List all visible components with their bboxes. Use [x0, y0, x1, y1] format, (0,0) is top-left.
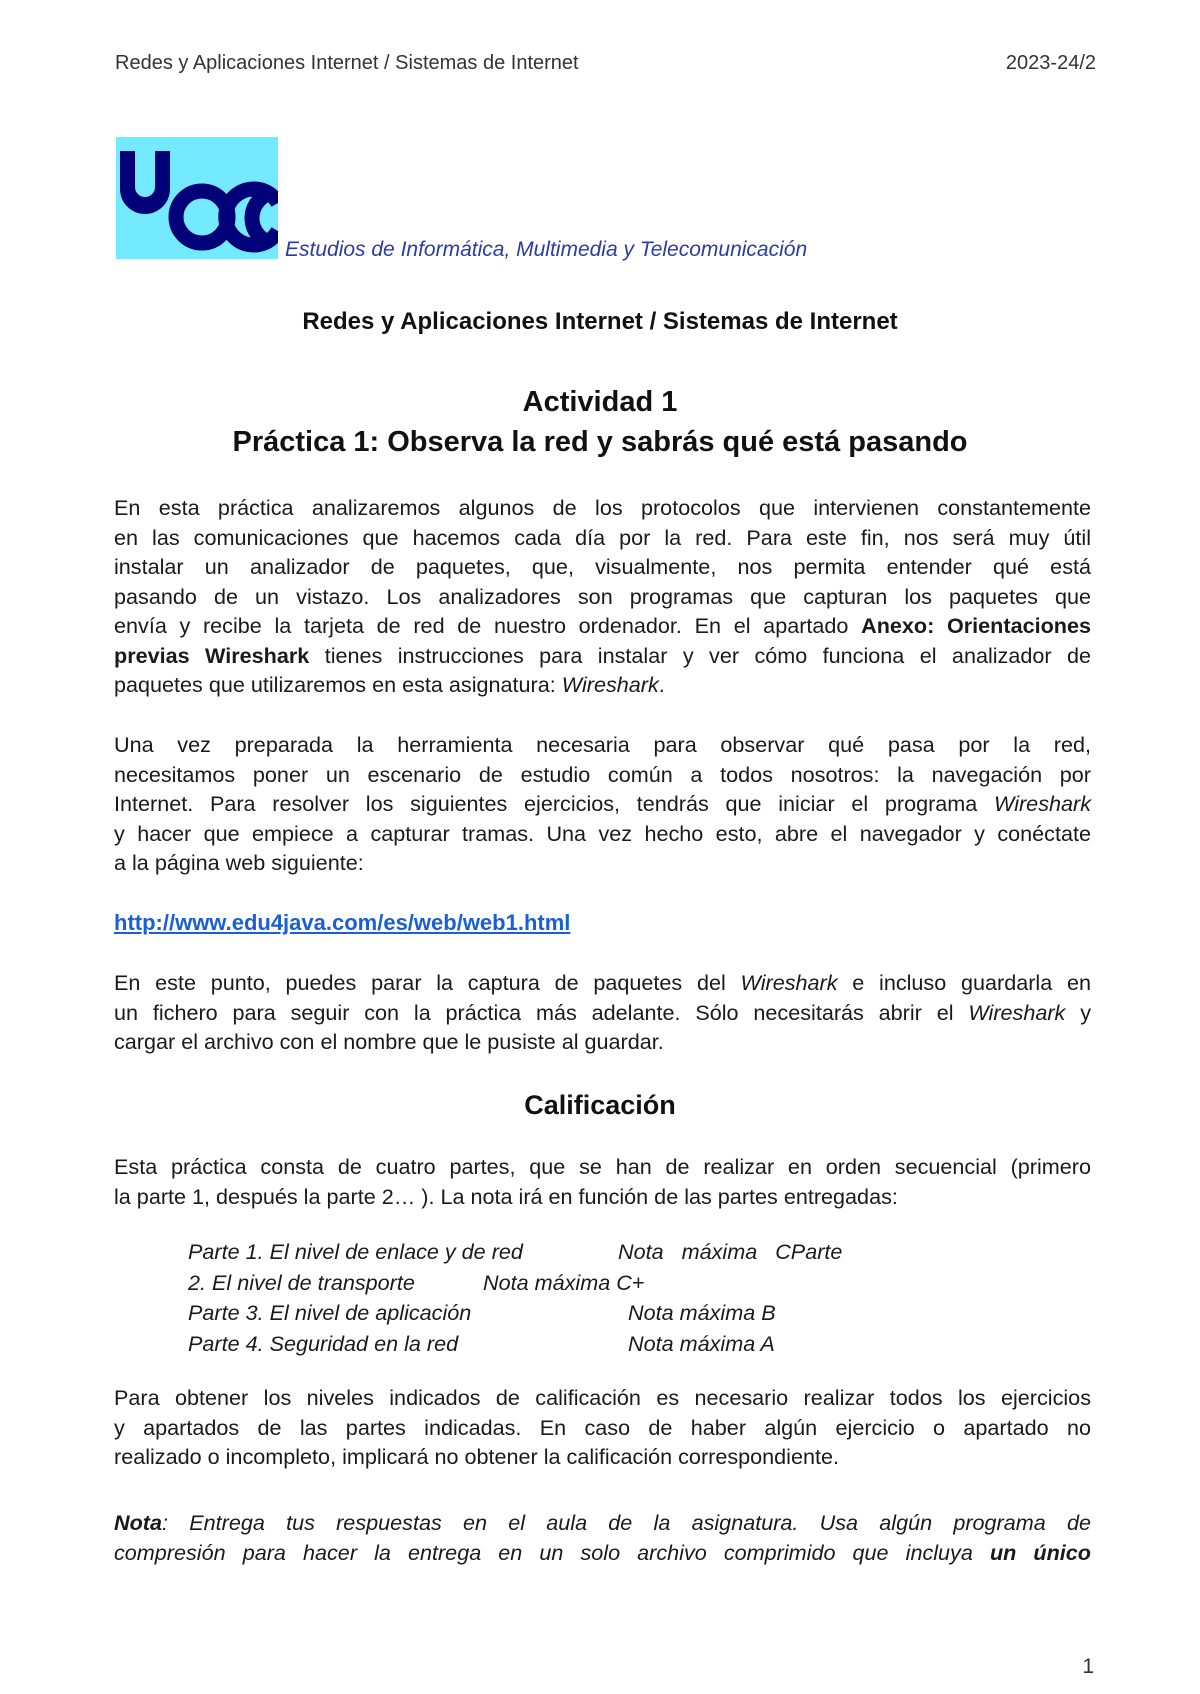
text-line: Para obtener los niveles indicados de calificación es necesario realizar todos los ejercicios	[114, 1385, 1091, 1410]
department-name: Estudios de Informática, Multimedia y Telecomunicación	[285, 238, 808, 261]
text-line	[114, 611, 1091, 641]
grade-part: Parte 1. El nivel de enlace y de red	[188, 1239, 523, 1264]
text-line: la parte 1, después la parte 2… ). La nota irá en función de las partes entregadas:	[114, 1183, 898, 1209]
text-line	[114, 670, 1091, 700]
requirements-paragraph	[114, 1383, 1091, 1472]
wireshark-term: Wireshark	[994, 791, 1091, 816]
practice-title: Práctica 1: Observa la red y sabrás qué está pasando	[232, 426, 968, 458]
text-line: Una vez preparada la herramienta necesaria para observar qué pasa por la red,	[114, 732, 1091, 757]
uoc-logo	[116, 137, 278, 259]
grade-part: Parte 4. Seguridad en la red	[188, 1330, 459, 1356]
text-line	[114, 1538, 1091, 1568]
annex-reference: Anexo: Orientaciones	[861, 613, 1091, 638]
text-line: En esta práctica analizaremos algunos de los protocolos que intervienen constantemente	[114, 495, 1091, 520]
grade-part: 2. El nivel de transporte	[188, 1269, 415, 1295]
text-span: Internet. Para resolver los siguientes ejercicios, tendrás que iniciar el programa	[114, 791, 994, 816]
grade-value: Nota máxima CParte	[618, 1239, 843, 1264]
grade-part: Parte 3. El nivel de aplicación	[188, 1300, 472, 1325]
running-header-term: 2023-24/2	[1005, 52, 1096, 74]
text-line	[114, 641, 1091, 671]
text-span: .	[658, 672, 665, 697]
text-line: pasando de un vistazo. Los analizadores son programas que capturan los paquetes que	[114, 583, 1091, 609]
text-span: e incluso guardarla en	[837, 970, 1091, 995]
uoc-logo-mark	[116, 137, 278, 259]
text-line: y apartados de las partes indicadas. En caso de haber algún ejercicio o apartado no	[114, 1414, 1091, 1440]
text-span: tienes instrucciones para instalar y ver cómo funciona el analizador de	[309, 642, 1092, 668]
text-line	[114, 1508, 1091, 1538]
text-span: y	[1065, 999, 1091, 1025]
grading-paragraph	[114, 1152, 1091, 1211]
scenario-paragraph	[114, 730, 1091, 878]
target-web-link[interactable]: http://www.edu4java.com/es/web/web1.html	[114, 910, 571, 935]
text-line	[114, 789, 1091, 819]
grade-value: Nota máxima B	[628, 1300, 776, 1325]
text-line: necesitamos poner un escenario de estudio común a todos nosotros: la navegación por	[114, 761, 1091, 787]
text-line	[114, 968, 1091, 998]
wireshark-term: Wireshark	[740, 970, 838, 995]
activity-title	[0, 382, 1200, 462]
text-span: En este punto, puedes parar la captura de paquetes del	[114, 970, 741, 995]
activity-number: Actividad 1	[522, 386, 678, 418]
text-line: realizado o incompleto, implicará no obtener la calificación correspondiente.	[114, 1444, 839, 1469]
grade-row	[188, 1268, 842, 1299]
running-header-title: Redes y Aplicaciones Internet / Sistemas de Internet	[115, 52, 579, 74]
text-line: instalar un analizador de paquetes, que, visualmente, nos permita entender qué está	[114, 554, 1091, 579]
grade-value: Nota máxima C+	[483, 1269, 645, 1295]
text-line: y hacer que empiece a capturar tramas. Una vez hecho esto, abre el navegador y conéctate	[114, 820, 1091, 846]
emphasis: un único	[989, 1540, 1091, 1565]
text-line	[114, 998, 1091, 1028]
text-line: Esta práctica consta de cuatro partes, que se han de realizar en orden secuencial (primero	[114, 1154, 1091, 1179]
text-span: : Entrega tus respuestas en el aula de la asignatura. Usa algún programa de	[162, 1510, 1091, 1535]
text-span: envía y recibe la tarjeta de red de nuestro ordenador. En el apartado	[114, 613, 862, 638]
section-heading-grading: Calificación	[524, 1090, 676, 1120]
text-span: un fichero para seguir con la práctica más adelante. Sólo necesitarás abrir el	[114, 999, 969, 1025]
wireshark-term: Wireshark	[561, 672, 659, 697]
grade-value: Nota máxima A	[628, 1330, 775, 1356]
grades-list	[188, 1237, 842, 1359]
note-label: Nota	[114, 1510, 162, 1535]
wireshark-term: Wireshark	[968, 999, 1066, 1025]
submission-note	[114, 1508, 1091, 1568]
grade-row	[188, 1237, 842, 1268]
text-line: a la página web siguiente:	[114, 850, 364, 875]
text-line: cargar el archivo con el nombre que le pusiste al guardar.	[114, 1029, 664, 1054]
text-span: compresión para hacer la entrega en un solo archivo comprimido que incluya	[114, 1540, 990, 1565]
grade-row	[188, 1329, 842, 1360]
grade-row	[188, 1298, 842, 1329]
course-title: Redes y Aplicaciones Internet / Sistemas de Internet	[302, 308, 898, 335]
text-line: en las comunicaciones que hacemos cada día por la red. Para este fin, nos será muy útil	[114, 524, 1091, 550]
page-number: 1	[1082, 1655, 1094, 1678]
capture-paragraph	[114, 968, 1091, 1057]
annex-reference: previas Wireshark	[114, 642, 310, 668]
text-span: paquetes que utilizaremos en esta asignatura:	[114, 672, 562, 697]
intro-paragraph	[114, 493, 1091, 700]
